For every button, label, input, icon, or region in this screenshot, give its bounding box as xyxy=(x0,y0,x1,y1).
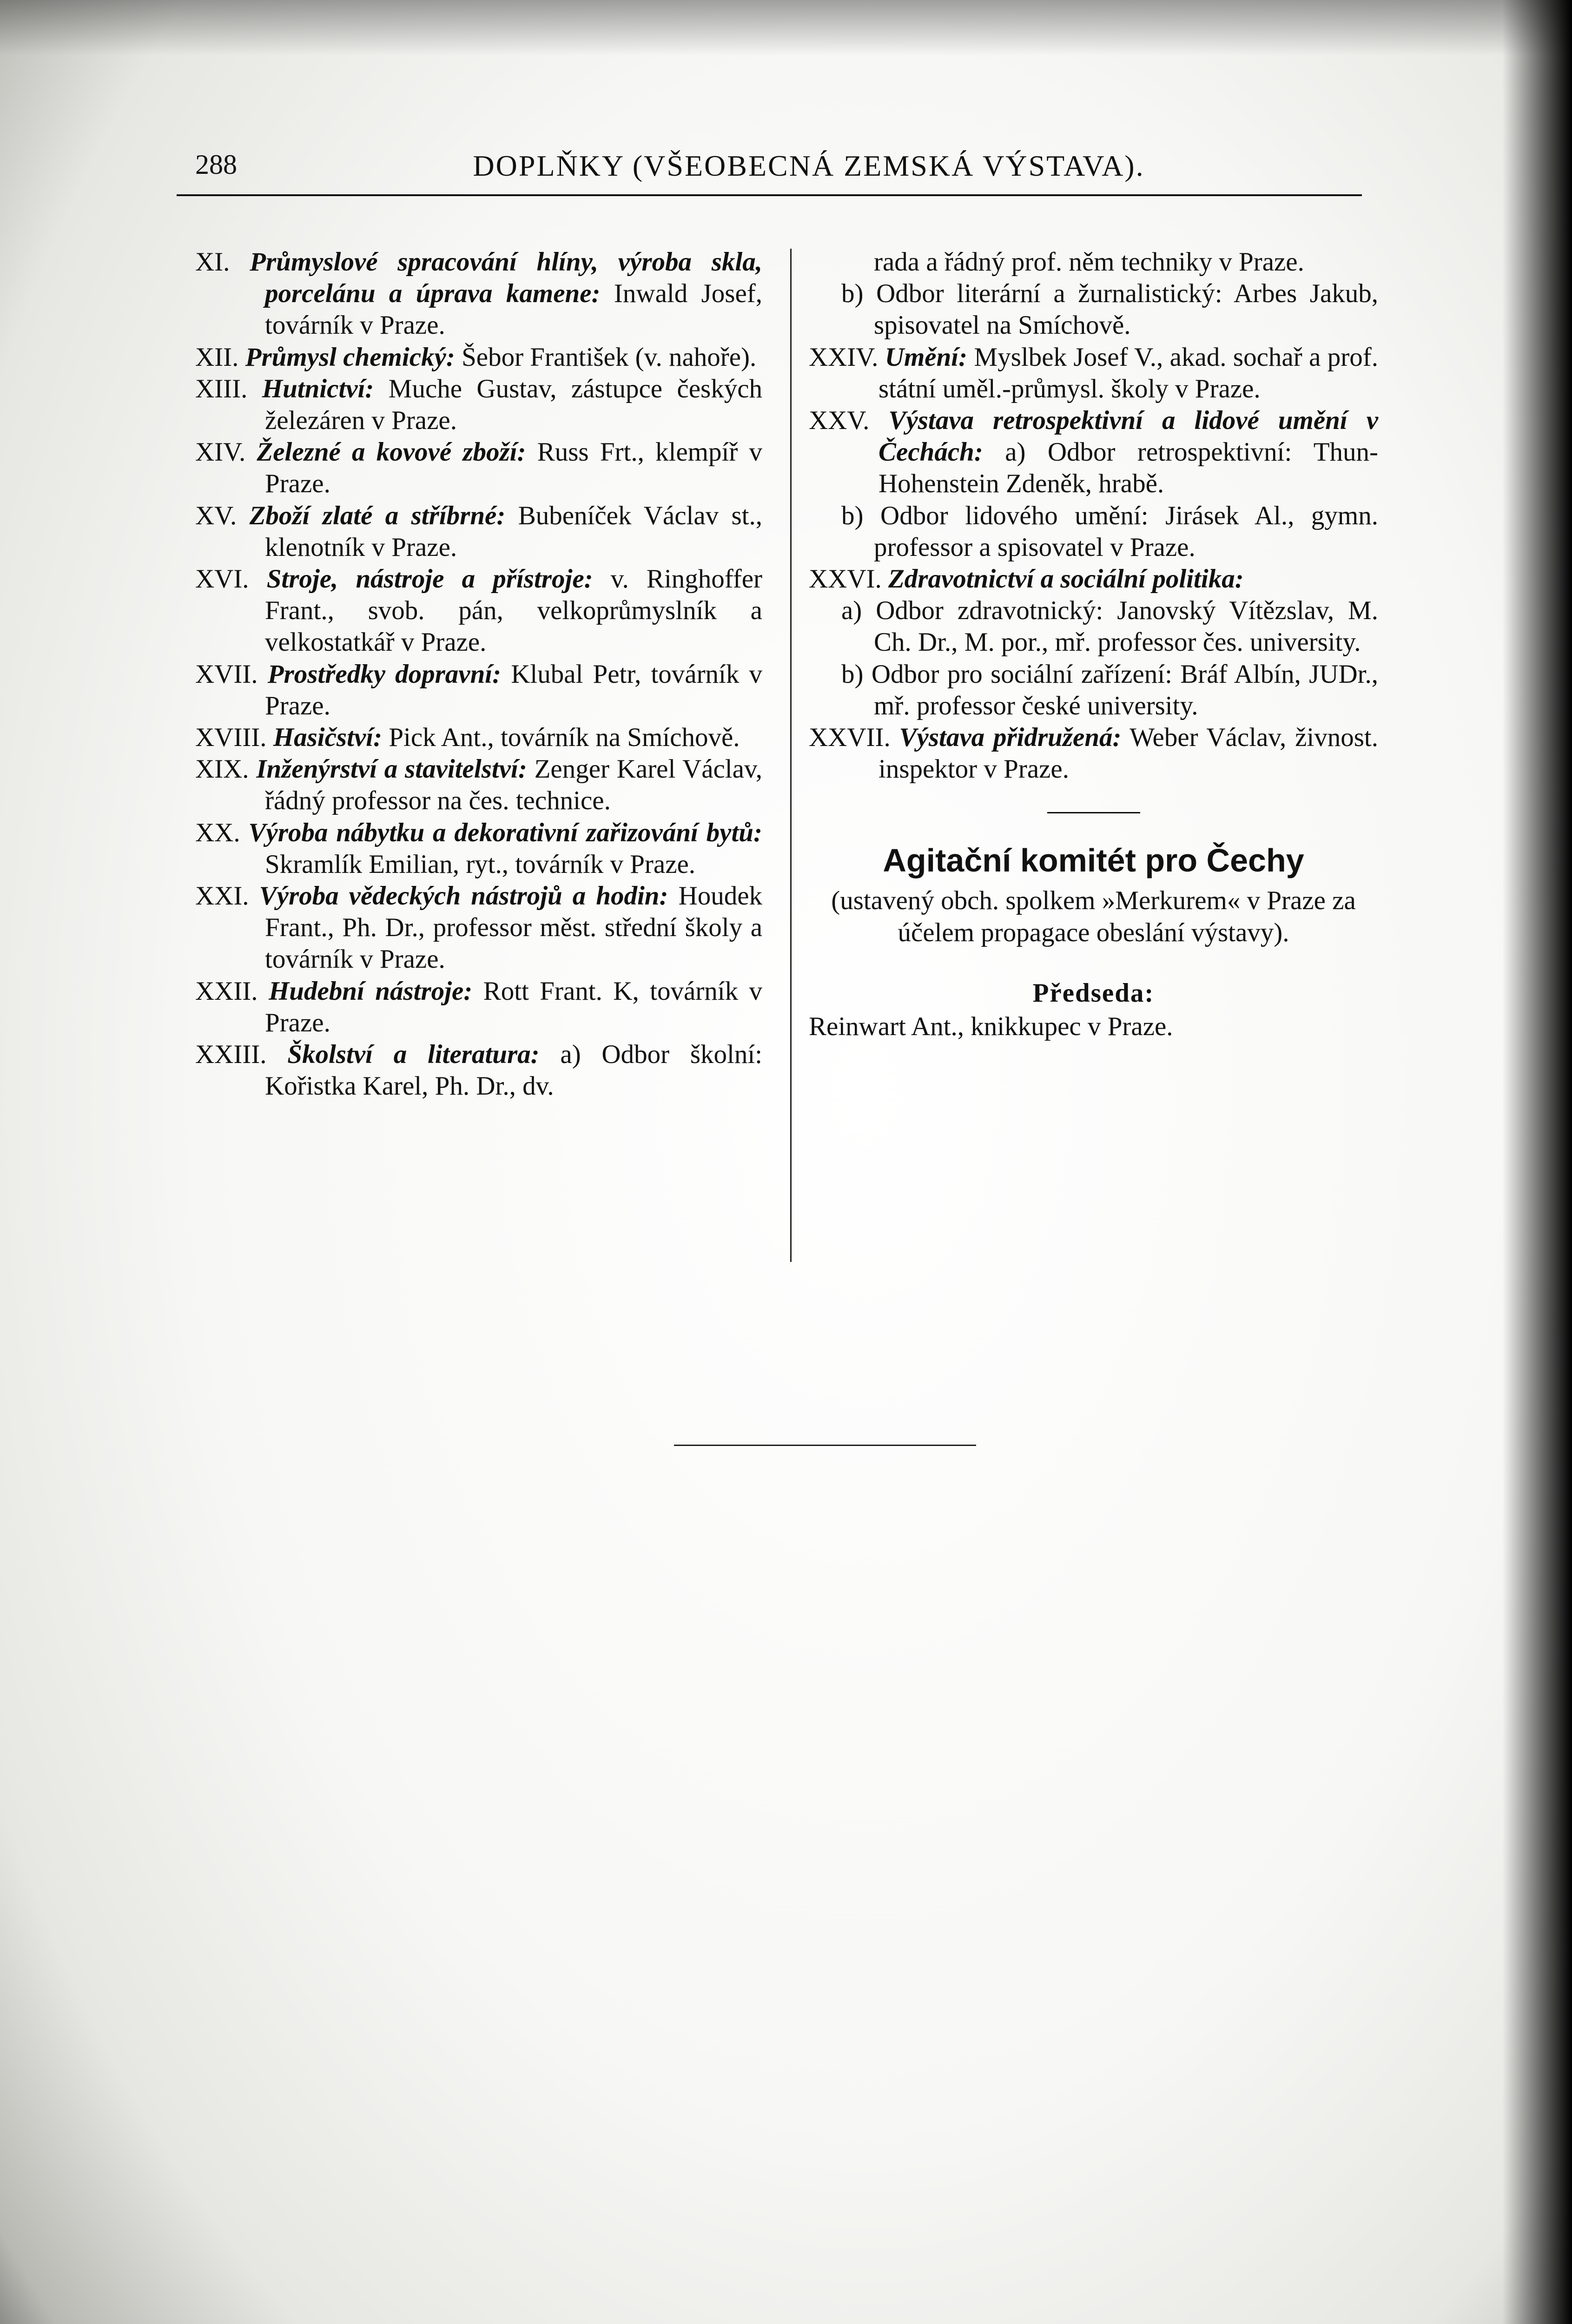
list-item: XII. Průmysl chemický: Šebor František (v. nahoře). xyxy=(195,342,757,372)
list-item: XXII. Hudební nástroje: Rott Frant. K, továrník v Praze. xyxy=(195,976,762,1037)
list-item: XIX. Inženýrství a stavitelství: Zenger Karel Václav, řádný professor na čes. technice. xyxy=(195,754,762,816)
section-title: Agitační komitét pro Čechy xyxy=(883,842,1304,879)
chair-name: Reinwart Ant., knikkupec v Praze. xyxy=(809,1012,1173,1042)
page-header xyxy=(167,139,1371,195)
list-item: XVI. Stroje, nástroje a přístroje: v. Ringhoffer Frant., svob. pán, velkoprůmyslník a velkostatkář v Praze. xyxy=(195,564,763,657)
list-subitem: b) Odbor literární a žurnalistický: Arbes Jakub, spisovatel na Smíchově. xyxy=(841,279,1378,340)
list-item-continuation: rada a řádný prof. něm techniky v Praze. xyxy=(874,247,1304,277)
list-item: XXVII. Výstava přidružená: Weber Václav, živnost. inspektor v Praze. xyxy=(809,723,1378,784)
section-note: (ustavený obch. spolkem »Merkurem« v Praze za účelem propagace obeslání výstavy). xyxy=(831,886,1356,947)
page-number: 288 xyxy=(195,149,237,180)
list-item: XXVI. Zdravotnictví a sociální politika: xyxy=(809,564,1244,594)
list-subitem: b) Odbor pro sociální zařízení: Bráf Albín, JUDr., mř. professor české university. xyxy=(841,659,1378,720)
list-item: XV. Zboží zlaté a stříbrné: Bubeníček Václav st., klenotník v Praze. xyxy=(195,501,763,562)
list-item: XXIV. Umění: Myslbek Josef V., akad. sochař a prof. státní uměl.-průmysl. školy v Praze. xyxy=(809,342,1378,403)
left-column xyxy=(195,246,762,1102)
list-item: XIV. Železné a kovové zboží: Russ Frt., klempíř v Praze. xyxy=(195,437,763,499)
section-separator xyxy=(1047,812,1140,813)
end-rule xyxy=(674,1445,976,1446)
list-item: XXI. Výroba vědeckých nástrojů a hodin: Houdek Frant., Ph. Dr., professor měst. střední školy a továrník v Praze. xyxy=(195,881,763,974)
right-column xyxy=(809,246,1378,1043)
list-subitem: b) Odbor lidového umění: Jirásek Al., gymn. professor a spisovatel v Praze. xyxy=(841,501,1378,562)
list-subitem: a) Odbor zdravotnický: Janovský Vítězslav, M. Ch. Dr., M. por., mř. professor čes. university. xyxy=(841,596,1378,657)
chair-heading: Předseda: xyxy=(1032,978,1155,1008)
list-item: XX. Výroba nábytku a dekorativní zařizování bytů: Skramlík Emilian, ryt., továrník v Praze. xyxy=(195,818,762,879)
header-rule xyxy=(177,194,1362,196)
column-divider xyxy=(790,249,792,1262)
running-head: DOPLŇKY (VŠEOBECNÁ ZEMSKÁ VÝSTAVA). xyxy=(473,149,1145,182)
list-item: XXIII. Školství a literatura: a) Odbor školní: Kořistka Karel, Ph. Dr., dv. xyxy=(195,1040,763,1101)
list-item: XVIII. Hasičství: Pick Ant., továrník na Smíchově. xyxy=(195,723,740,753)
list-item: XIII. Hutnictví: Muche Gustav, zástupce českých železáren v Praze. xyxy=(195,374,763,436)
list-item: XXV. Výstava retrospektivní a lidové umění v Čechách: a) Odbor retrospektivní: Thun-Hohenstein Zdeněk, hrabě. xyxy=(809,406,1379,499)
list-item: XVII. Prostředky dopravní: Klubal Petr, továrník v Praze. xyxy=(195,659,763,720)
list-item: XI. Průmyslové spracování hlíny, výroba skla, porcelánu a úprava kamene: Inwald Josef, továrník v Praze. xyxy=(195,247,762,340)
